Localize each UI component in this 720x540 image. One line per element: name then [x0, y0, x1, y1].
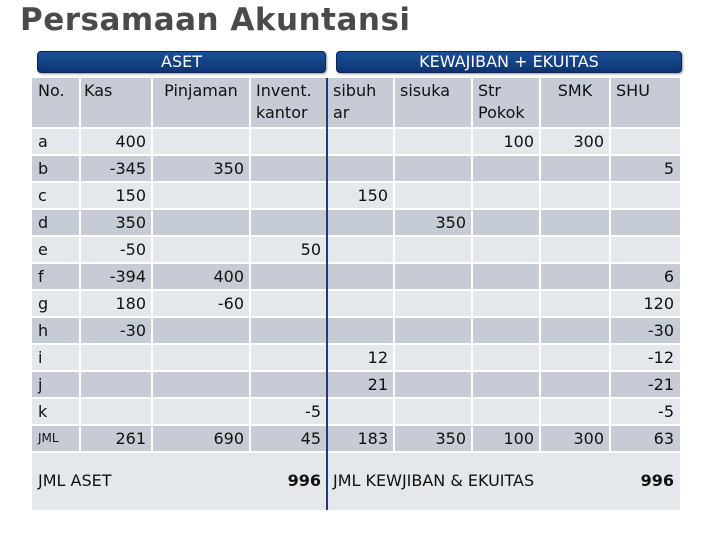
column-header-7: SMK — [557, 81, 593, 100]
table-cell — [80, 371, 152, 398]
total-kewajiban-value: 996 — [640, 471, 674, 490]
table-cell: 100 — [503, 132, 534, 151]
table-cell: 12 — [367, 348, 388, 367]
column-header-6: Str — [478, 81, 502, 100]
table-cell: -12 — [647, 348, 674, 367]
table-cell — [472, 155, 540, 182]
row-label: k — [38, 402, 48, 421]
table-cell: -30 — [647, 321, 674, 340]
table-cell — [250, 155, 327, 182]
table-cell — [472, 263, 540, 290]
table-cell — [540, 182, 610, 209]
table-cell: -50 — [119, 240, 146, 259]
table-cell — [610, 209, 680, 236]
table-cell: 400 — [115, 132, 146, 151]
table-cell: 300 — [573, 132, 604, 151]
table-cell: 45 — [300, 429, 321, 448]
row-label: a — [38, 132, 48, 151]
table-cell: 150 — [357, 186, 388, 205]
column-header-5: sisuka — [400, 81, 451, 100]
row-label: j — [38, 375, 43, 394]
table-cell — [472, 344, 540, 371]
table-cell — [327, 155, 394, 182]
table-cell: 350 — [435, 213, 466, 232]
table-cell — [394, 290, 472, 317]
row-label: c — [38, 186, 47, 205]
column-header-1: Kas — [84, 81, 113, 100]
table-cell — [80, 344, 152, 371]
table-cell — [540, 155, 610, 182]
table-cell: 150 — [115, 186, 146, 205]
table-cell — [327, 128, 394, 155]
table-cell: 300 — [573, 429, 604, 448]
row-label: f — [38, 267, 44, 286]
table-cell — [152, 182, 250, 209]
column-header-4-line2: ar — [333, 103, 350, 122]
table-cell: 261 — [115, 429, 146, 448]
table-cell — [540, 290, 610, 317]
table-cell: -5 — [658, 402, 674, 421]
table-cell — [394, 398, 472, 425]
table-cell: 5 — [663, 159, 674, 178]
total-kewajiban-label: JML KEWJIBAN & EKUITAS — [333, 471, 535, 490]
table-cell: 350 — [213, 159, 244, 178]
table-cell: 690 — [213, 429, 244, 448]
aset-band: ASET — [37, 51, 326, 73]
table-cell — [394, 182, 472, 209]
table-cell — [394, 155, 472, 182]
table-cell — [394, 263, 472, 290]
table-cell — [250, 344, 327, 371]
table-cell: 400 — [213, 267, 244, 286]
table-cell — [610, 182, 680, 209]
table-cell: -5 — [305, 402, 321, 421]
table-cell — [610, 236, 680, 263]
table-cell — [152, 209, 250, 236]
table-cell: -30 — [119, 321, 146, 340]
table-cell: -21 — [647, 375, 674, 394]
table-cell — [540, 398, 610, 425]
page-title: Persamaan Akuntansi — [20, 2, 411, 38]
table-cell — [327, 317, 394, 344]
column-header-3: Invent. — [256, 81, 312, 100]
row-label: JML — [38, 431, 59, 445]
table-cell: -345 — [109, 159, 146, 178]
table-cell — [472, 236, 540, 263]
table-cell — [472, 182, 540, 209]
kewajiban-ekuitas-band: KEWAJIBAN + EKUITAS — [336, 51, 682, 73]
column-header-2: Pinjaman — [164, 81, 238, 100]
table-cell: 63 — [653, 429, 674, 448]
table-cell — [472, 209, 540, 236]
table-cell — [540, 263, 610, 290]
table-cell — [540, 317, 610, 344]
table-cell — [472, 290, 540, 317]
table-cell — [250, 128, 327, 155]
row-label: e — [38, 240, 48, 259]
table-cell — [152, 317, 250, 344]
table-cell: 350 — [115, 213, 146, 232]
table-cell — [472, 317, 540, 344]
row-label: g — [38, 294, 49, 313]
table-cell — [472, 371, 540, 398]
table-cell — [250, 209, 327, 236]
column-header-0: No. — [38, 81, 65, 100]
row-label: i — [38, 348, 43, 367]
table-cell: 6 — [663, 267, 674, 286]
table-cell — [250, 263, 327, 290]
table-cell — [250, 371, 327, 398]
total-aset-value: 996 — [287, 471, 321, 490]
row-label: h — [38, 321, 49, 340]
column-header-4: sibuh — [333, 81, 377, 100]
table-cell — [472, 398, 540, 425]
table-cell: 21 — [367, 375, 388, 394]
table-cell — [327, 290, 394, 317]
row-label: d — [38, 213, 49, 232]
column-header-8: SHU — [616, 81, 650, 100]
table-cell — [394, 128, 472, 155]
table-cell — [152, 371, 250, 398]
table-cell: 180 — [115, 294, 146, 313]
total-aset-label: JML ASET — [38, 471, 112, 490]
table-cell — [152, 398, 250, 425]
table-cell — [250, 290, 327, 317]
table-cell — [610, 128, 680, 155]
table-cell — [327, 263, 394, 290]
table-cell — [540, 236, 610, 263]
accounting-equation-table — [32, 78, 680, 510]
table-cell — [250, 182, 327, 209]
table-cell — [394, 371, 472, 398]
table-cell — [540, 209, 610, 236]
column-header-6-line2: Pokok — [478, 103, 525, 122]
table-cell — [394, 236, 472, 263]
table-cell — [327, 236, 394, 263]
table-cell: 50 — [300, 240, 321, 259]
table-cell: 100 — [503, 429, 534, 448]
table-cell: 350 — [435, 429, 466, 448]
table-cell — [327, 398, 394, 425]
table-cell: -60 — [217, 294, 244, 313]
table-cell — [394, 344, 472, 371]
table-cell — [540, 371, 610, 398]
table-cell — [152, 128, 250, 155]
table-cell — [152, 344, 250, 371]
table-cell: 183 — [357, 429, 388, 448]
row-label: b — [38, 159, 49, 178]
table-cell — [152, 236, 250, 263]
table-cell — [80, 398, 152, 425]
table-cell — [250, 317, 327, 344]
table-cell: -394 — [109, 267, 146, 286]
table-cell — [540, 344, 610, 371]
table-cell — [327, 209, 394, 236]
column-header-3-line2: kantor — [256, 103, 308, 122]
table-cell: 120 — [643, 294, 674, 313]
table-cell — [394, 317, 472, 344]
